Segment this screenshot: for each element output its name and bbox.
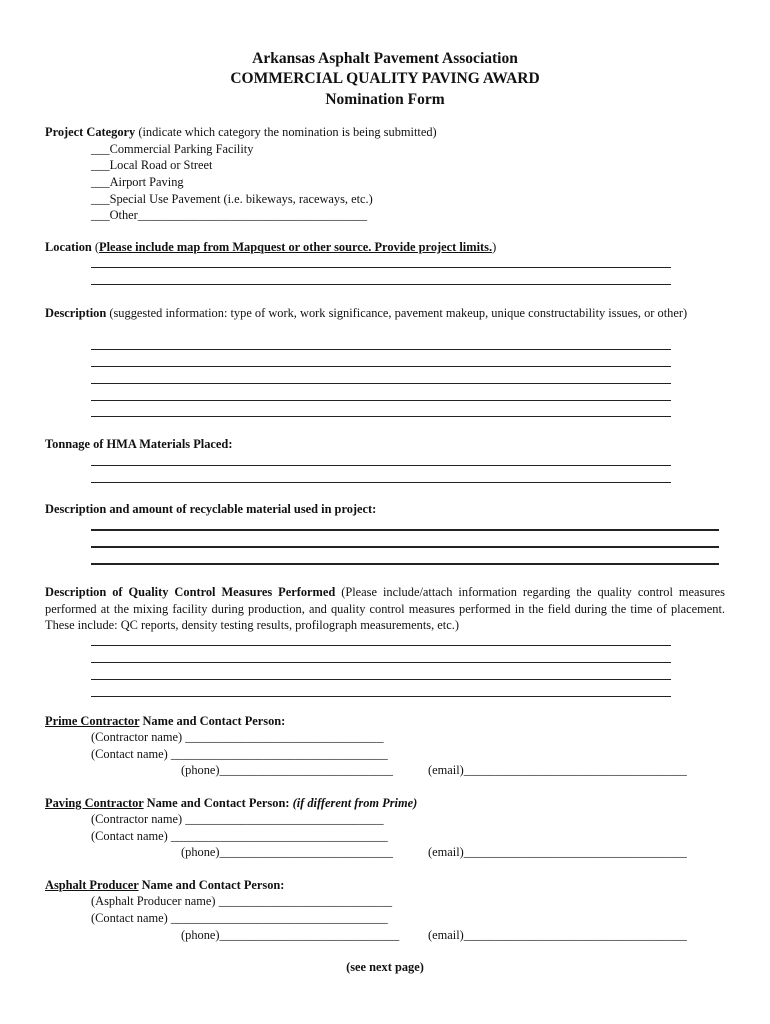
prime-contractor-label: Prime Contractor <box>45 714 140 728</box>
asphalt-producer-name-field[interactable]: (Asphalt Producer name) ____________________________ <box>91 894 393 908</box>
producer-contact-name-field[interactable]: (Contact name) ___________________________________ <box>91 911 388 925</box>
paving-contact-name-field[interactable]: (Contact name) ___________________________________ <box>91 829 388 843</box>
paving-email-field[interactable]: (email)____________________________________ <box>428 845 687 859</box>
organization-title: Arkansas Asphalt Pavement Association <box>252 50 518 67</box>
qc-heading <box>45 584 725 634</box>
prime-contractor-name-field[interactable]: (Contractor name) ________________________________ <box>91 730 384 744</box>
producer-email-field[interactable]: (email)____________________________________ <box>428 928 687 942</box>
location-paren-close: ) <box>492 240 497 254</box>
qc-line-4[interactable] <box>91 696 671 697</box>
description-note: (suggested information: type of work, work significance, pavement makeup, unique constructability issues, or other) <box>106 306 688 320</box>
category-option-other[interactable]: ___Other_____________________________________ <box>91 208 368 222</box>
location-line-2[interactable] <box>91 284 671 285</box>
description-heading <box>45 305 725 322</box>
asphalt-producer-label: Asphalt Producer <box>45 878 139 892</box>
description-line-3[interactable] <box>91 383 671 384</box>
paving-phone-field[interactable]: (phone)____________________________ <box>181 845 394 859</box>
see-next-page: (see next page) <box>346 960 424 974</box>
tonnage-label: Tonnage of HMA Materials Placed: <box>45 437 233 451</box>
paving-contractor-label-rest: Name and Contact Person: <box>143 796 293 810</box>
paving-contractor-note: (if different from Prime) <box>292 796 418 810</box>
qc-label: Description of Quality Control Measures Performed <box>45 585 336 599</box>
qc-line-3[interactable] <box>91 679 671 680</box>
category-option-special-use[interactable]: ___Special Use Pavement (i.e. bikeways, raceways, etc.) <box>91 192 373 206</box>
tonnage-line-1[interactable] <box>91 465 671 466</box>
recyclable-line-1[interactable] <box>91 529 719 531</box>
qc-line-1[interactable] <box>91 645 671 646</box>
description-line-1[interactable] <box>91 349 671 350</box>
location-paren-open: ( <box>91 240 100 254</box>
description-line-2[interactable] <box>91 366 671 367</box>
tonnage-line-2[interactable] <box>91 482 671 483</box>
project-category-note: (indicate which category the nomination is being submitted) <box>135 125 437 139</box>
description-line-4[interactable] <box>91 400 671 401</box>
recyclable-line-3[interactable] <box>91 563 719 565</box>
project-category-heading <box>45 125 437 140</box>
category-option-airport[interactable]: ___Airport Paving <box>91 175 184 189</box>
asphalt-producer-label-rest: Name and Contact Person: <box>138 878 285 892</box>
description-label: Description <box>45 306 107 320</box>
prime-contractor-heading <box>45 714 285 729</box>
recyclable-label: Description and amount of recyclable material used in project: <box>45 502 377 516</box>
prime-contact-name-field[interactable]: (Contact name) ___________________________________ <box>91 747 388 761</box>
category-option-commercial-parking[interactable]: ___Commercial Parking Facility <box>91 142 254 156</box>
recyclable-heading <box>45 502 376 517</box>
prime-phone-field[interactable]: (phone)____________________________ <box>181 763 394 777</box>
qc-note: (Please include/attach information regarding the quality control measures performed at the mixing facility during production, and quality control measures performed in the field during the time of placement. These include: QC reports, density testing results, profilograph measurements, etc.) <box>45 585 726 632</box>
location-line-1[interactable] <box>91 267 671 268</box>
project-category-label: Project Category <box>45 125 136 139</box>
tonnage-heading <box>45 437 232 452</box>
award-title: COMMERCIAL QUALITY PAVING AWARD <box>230 70 540 87</box>
location-instruction: Please include map from Mapquest or other source. Provide project limits. <box>99 240 493 254</box>
paving-contractor-name-field[interactable]: (Contractor name) ________________________________ <box>91 812 384 826</box>
recyclable-line-2[interactable] <box>91 546 719 548</box>
qc-line-2[interactable] <box>91 662 671 663</box>
form-title: Nomination Form <box>325 91 445 108</box>
asphalt-producer-heading <box>45 878 284 893</box>
paving-contractor-label: Paving Contractor <box>45 796 144 810</box>
paving-contractor-heading <box>45 796 417 811</box>
category-option-local-road[interactable]: ___Local Road or Street <box>91 158 213 172</box>
prime-email-field[interactable]: (email)____________________________________ <box>428 763 687 777</box>
location-heading <box>45 240 496 255</box>
prime-contractor-label-rest: Name and Contact Person: <box>139 714 286 728</box>
producer-phone-field[interactable]: (phone)_____________________________ <box>181 928 400 942</box>
description-line-5[interactable] <box>91 416 671 417</box>
location-label: Location <box>45 240 92 254</box>
